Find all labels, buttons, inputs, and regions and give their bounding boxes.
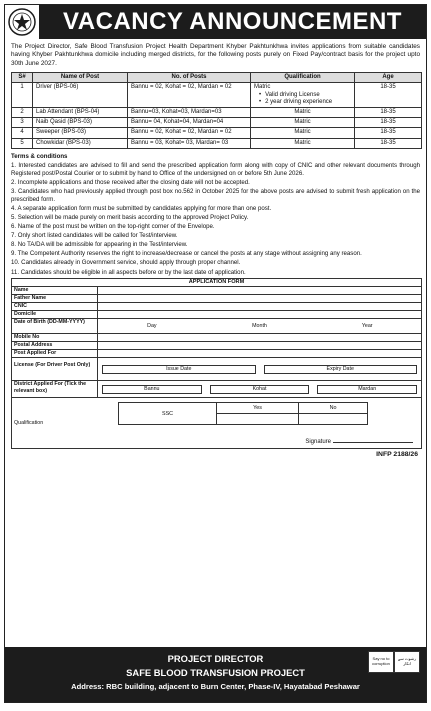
district-bannu-checkbox[interactable]: Bannu bbox=[102, 385, 202, 394]
postal-address-field[interactable] bbox=[98, 342, 421, 349]
form-row-qualification bbox=[12, 398, 421, 448]
col-header-sn: S# bbox=[12, 73, 33, 83]
qualification-item: • Valid driving License bbox=[268, 92, 351, 99]
field-label: Post Applied For bbox=[12, 350, 98, 357]
cell-post: Lab Attendant (BPS-04) bbox=[33, 108, 128, 118]
terms-heading: Terms & conditions bbox=[11, 152, 68, 160]
field-label: District Applied For (Tick the relevant box) bbox=[12, 381, 98, 397]
field-label: Name bbox=[12, 287, 98, 294]
footer-director: PROJECT DIRECTOR bbox=[167, 653, 264, 664]
term-item: 1. Interested candidates are advised to fill and send the prescribed application form along with copy of CNIC and other relevant documents through Registered post/Postal Courier or to submit by hand to Office of the undersigned on or before 5th June 2026. bbox=[11, 161, 420, 177]
form-row-father-name bbox=[12, 295, 421, 303]
qualification-field-group bbox=[98, 398, 421, 448]
field-label: Domicile bbox=[12, 311, 98, 318]
cell-posts: Bannu = 03, Kohat= 03, Mardan= 03 bbox=[128, 138, 251, 148]
vacancy-announcement bbox=[4, 4, 427, 703]
term-item: 3. Candidates who had previously applied through post box no.562 in October 2025 for the above posts are advised to submit fresh application on the prescribed form. bbox=[11, 187, 420, 203]
form-row-license bbox=[12, 358, 421, 381]
signature-label: Signature bbox=[305, 439, 331, 446]
term-item: 7. Only short listed candidates will be called for Test/interview. bbox=[11, 232, 178, 240]
term-item: 11. Candidates should be eligible in all aspects before or by the last date of application. bbox=[11, 268, 246, 276]
form-row-post-applied bbox=[12, 350, 421, 358]
cell-post: Chowkidar (BPS-03) bbox=[33, 138, 128, 148]
father-name-field[interactable] bbox=[98, 295, 421, 302]
field-label: License (For Driver Post Only) bbox=[12, 358, 98, 380]
district-field-group bbox=[98, 381, 421, 397]
form-row-domicile bbox=[12, 311, 421, 319]
qualification-text: Matric bbox=[254, 84, 271, 91]
cell-qualification: Matric bbox=[251, 138, 355, 148]
district-mardan-checkbox[interactable]: Mardan bbox=[317, 385, 417, 394]
terms-section bbox=[5, 151, 426, 277]
field-label: Father Name bbox=[12, 295, 98, 302]
license-issue-date-field[interactable]: Issue Date bbox=[102, 365, 256, 374]
field-label: Date of Birth (DD-MM-YYYY) bbox=[12, 319, 98, 333]
footer-project: SAFE BLOOD TRANSFUSION PROJECT bbox=[126, 667, 305, 678]
form-row-district bbox=[12, 381, 421, 398]
dob-year-field[interactable]: Year bbox=[361, 323, 373, 330]
infp-number: INFP 2188/26 bbox=[376, 451, 418, 459]
table-header-row bbox=[12, 73, 422, 83]
mobile-field[interactable] bbox=[98, 334, 421, 341]
cell-posts: Bannu = 02, Kohat = 02, Mardan = 02 bbox=[128, 83, 251, 108]
col-header-no-posts: No. of Posts bbox=[128, 73, 251, 83]
table-row bbox=[12, 108, 422, 118]
district-kohat-checkbox[interactable]: Kohat bbox=[210, 385, 310, 394]
license-expiry-date-field[interactable]: Expiry Date bbox=[264, 365, 418, 374]
stamp-urdu: رشوت سے انکار bbox=[394, 651, 420, 673]
term-item: 10. Candidates already in Government service, should apply through proper channel. bbox=[11, 259, 241, 267]
cell-qualification: Matric bbox=[251, 128, 355, 138]
form-row-mobile bbox=[12, 334, 421, 342]
no-cell[interactable]: No bbox=[299, 403, 368, 414]
dob-month-field[interactable]: Month bbox=[252, 323, 267, 330]
cell-sn: 5 bbox=[12, 138, 33, 148]
form-row-postal-address bbox=[12, 342, 421, 350]
form-row-name bbox=[12, 287, 421, 295]
form-row-dob bbox=[12, 319, 421, 334]
cell-posts: Bannu= 04, Kohat=04, Mardan=04 bbox=[128, 118, 251, 128]
cell-post: Naib Qasid (BPS-03) bbox=[33, 118, 128, 128]
term-item: 8. No TA/DA will be admissible for appearing in the Test/interview. bbox=[11, 241, 188, 249]
cell-post: Driver (BPS-06) bbox=[33, 83, 128, 108]
table-row bbox=[119, 403, 368, 414]
term-item: 4. A separate application form must be submitted by candidates applying for more than one post. bbox=[11, 204, 272, 212]
license-field-group bbox=[98, 358, 421, 380]
application-form bbox=[11, 278, 422, 449]
header-banner bbox=[5, 5, 426, 39]
cell-posts: Bannu = 02, Kohat = 02, Mardan = 02 bbox=[128, 128, 251, 138]
field-label: Postal Address bbox=[12, 342, 98, 349]
table-row bbox=[12, 118, 422, 128]
field-label: Qualification bbox=[14, 420, 44, 426]
cell-posts: Bannu=03, Kohat=03, Mardan=03 bbox=[128, 108, 251, 118]
government-emblem-icon bbox=[5, 5, 39, 39]
col-header-post: Name of Post bbox=[33, 73, 128, 83]
license-parts bbox=[98, 358, 421, 380]
post-applied-field[interactable] bbox=[98, 350, 421, 357]
ssc-cell: SSC bbox=[119, 403, 217, 425]
stamp-english: Say no to corruption bbox=[368, 651, 394, 673]
cell-qualification bbox=[251, 83, 355, 108]
name-field[interactable] bbox=[98, 287, 421, 294]
page-title: VACANCY ANNOUNCEMENT bbox=[63, 8, 402, 35]
cell-age: 18-35 bbox=[355, 118, 422, 128]
footer-address: Address: RBC building, adjacent to Burn Center, Phase-IV, Hayatabad Peshawar bbox=[71, 682, 360, 691]
footer-banner bbox=[5, 647, 426, 702]
cell-age: 18-35 bbox=[355, 108, 422, 118]
cnic-field[interactable] bbox=[98, 303, 421, 310]
signature-field[interactable] bbox=[305, 439, 413, 445]
yes-cell[interactable]: Yes bbox=[217, 403, 299, 414]
cell-sn: 1 bbox=[12, 83, 33, 108]
cell-age: 18-35 bbox=[355, 83, 422, 108]
field-label: Mobile No bbox=[12, 334, 98, 341]
dob-field-group bbox=[98, 319, 421, 333]
table-row bbox=[12, 128, 422, 138]
cell-sn: 2 bbox=[12, 108, 33, 118]
field-label: CNIC bbox=[12, 303, 98, 310]
cell-post: Sweeper (BPS-03) bbox=[33, 128, 128, 138]
cell-age: 18-35 bbox=[355, 128, 422, 138]
cell-sn: 4 bbox=[12, 128, 33, 138]
cell-qualification: Matric bbox=[251, 118, 355, 128]
term-item: 6. Name of the post must be written on the top-right corner of the Envelope. bbox=[11, 223, 215, 231]
no-input-cell[interactable] bbox=[299, 414, 368, 425]
cell-qualification: Matric bbox=[251, 108, 355, 118]
term-item: 5. Selection will be made purely on merit basis according to the approved Project Policy. bbox=[11, 213, 249, 221]
cell-age: 18-35 bbox=[355, 138, 422, 148]
form-title: APPLICATION FORM bbox=[12, 279, 421, 287]
table-row bbox=[12, 138, 422, 148]
dob-day-field[interactable]: Day bbox=[147, 323, 157, 330]
signature-line bbox=[333, 442, 413, 443]
col-header-age: Age bbox=[355, 73, 422, 83]
domicile-field[interactable] bbox=[98, 311, 421, 318]
term-item: 9. The Competent Authority reserves the right to increase/decrease or cancel the posts at any stage without assigning any reason. bbox=[11, 250, 362, 258]
yes-input-cell[interactable] bbox=[217, 414, 299, 425]
table-row bbox=[12, 83, 422, 108]
intro-paragraph: The Project Director, Safe Blood Transfusion Project Health Department Khyber Pakhtunkhwa invites applications from suitable candidates having Khyber Pakhtunkhwa domicile including merged districts, for the following posts purely on Fixed Pay/contract basis for the project upto 30th June 2027. bbox=[11, 43, 420, 67]
anti-corruption-stamp bbox=[368, 651, 420, 673]
form-row-cnic bbox=[12, 303, 421, 311]
dob-parts bbox=[98, 319, 421, 333]
cell-sn: 3 bbox=[12, 118, 33, 128]
col-header-qualification: Qualification bbox=[251, 73, 355, 83]
qualification-table bbox=[118, 402, 368, 425]
posts-table bbox=[11, 72, 422, 149]
term-item: 2. Incomplete applications and those received after the closing date will not be accepted. bbox=[11, 178, 250, 186]
district-options bbox=[98, 381, 421, 397]
qualification-item: • 2 year driving experience bbox=[268, 99, 351, 106]
qualification-list bbox=[254, 92, 351, 106]
